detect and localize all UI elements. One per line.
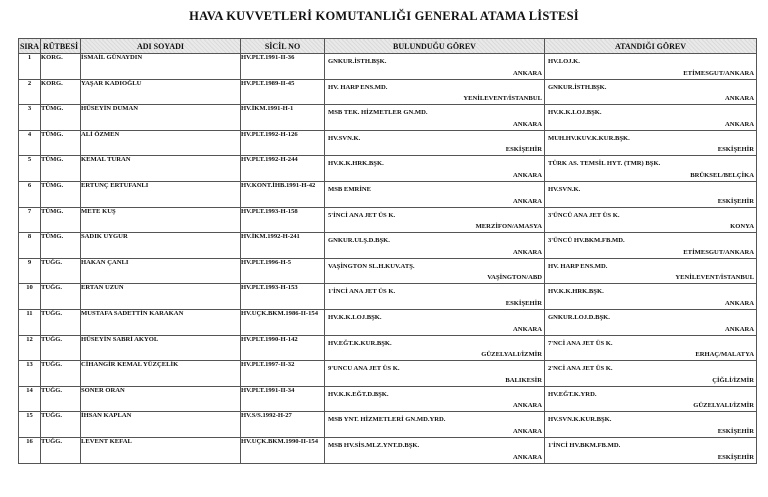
cell-rutbe: TÜMG.: [41, 156, 81, 182]
atandigi-unit: 2'NCİ ANA JET ÜS K.: [548, 365, 613, 373]
cell-atandigi: [545, 258, 757, 284]
bulundugu-unit: MSB EMRİNE: [328, 185, 372, 193]
atandigi-city: KONYA: [730, 223, 754, 231]
atandigi-unit: HV.SVN.K.KUR.BŞK.: [548, 416, 612, 424]
cell-sira: 4: [19, 130, 41, 156]
cell-bulundugu: [325, 309, 545, 335]
atandigi-unit: HV.SVN.K.: [548, 185, 581, 193]
cell-sicil: HV.S/S.1992-H-27: [241, 412, 325, 438]
cell-sira: 1: [19, 54, 41, 80]
cell-bulundugu: [325, 207, 545, 233]
cell-sira: 10: [19, 284, 41, 310]
table-row: [19, 361, 757, 387]
table-row: [19, 412, 757, 438]
cell-sicil: HV.KONT.İHB.1991-H-42: [241, 181, 325, 207]
cell-rutbe: TUĞG.: [41, 437, 81, 463]
bulundugu-unit: 1'İNCİ ANA JET ÜS K.: [328, 288, 396, 296]
cell-atandigi: [545, 361, 757, 387]
cell-sicil: HV.PLT.1993-H-158: [241, 207, 325, 233]
bulundugu-unit: MSB YNT. HİZMETLERİ GN.MD.YRD.: [328, 416, 446, 424]
cell-sicil: HV.PLT.1993-H-153: [241, 284, 325, 310]
bulundugu-unit: MSB TEK. HİZMETLER GN.MD.: [328, 109, 428, 117]
table-row: [19, 156, 757, 182]
bulundugu-city: ANKARA: [513, 197, 542, 205]
cell-bulundugu: [325, 361, 545, 387]
atandigi-unit: 3'ÜNCÜ ANA JET ÜS K.: [548, 211, 620, 219]
table-row: [19, 54, 757, 80]
bulundugu-city: ANKARA: [513, 120, 542, 128]
assignment-table: [18, 38, 757, 464]
atandigi-unit: GNKUR.LOJ.D.BŞK.: [548, 313, 610, 321]
cell-sicil: HV.İKM.1991-H-1: [241, 105, 325, 131]
cell-rutbe: TÜMG.: [41, 130, 81, 156]
atandigi-city: ERHAÇ/MALATYA: [695, 351, 754, 359]
bulundugu-unit: HV. HARP ENS.MD.: [328, 83, 388, 91]
cell-sira: 6: [19, 181, 41, 207]
table-row: [19, 207, 757, 233]
cell-sira: 2: [19, 79, 41, 105]
table-body: [19, 54, 757, 464]
cell-sicil: HV.UÇK.BKM.1990-II-154: [241, 437, 325, 463]
cell-bulundugu: [325, 233, 545, 259]
cell-sira: 13: [19, 361, 41, 387]
cell-sira: 8: [19, 233, 41, 259]
atandigi-city: ANKARA: [725, 120, 754, 128]
cell-rutbe: TÜMG.: [41, 207, 81, 233]
cell-bulundugu: [325, 79, 545, 105]
cell-rutbe: TUĞG.: [41, 335, 81, 361]
bulundugu-unit: GNKUR.ULŞ.D.BŞK.: [328, 237, 390, 245]
cell-atandigi: [545, 181, 757, 207]
cell-atandigi: [545, 105, 757, 131]
bulundugu-city: ANKARA: [513, 453, 542, 461]
bulundugu-unit: HV.K.K.LOJ.BŞK.: [328, 313, 382, 321]
cell-sira: 16: [19, 437, 41, 463]
cell-adi: MUSTAFA SADETTİN KARAKAN: [81, 309, 241, 335]
atandigi-city: ANKARA: [725, 95, 754, 103]
atandigi-unit: TÜRK AS. TEMSİL HYT. (TMR) BŞK.: [548, 160, 661, 168]
cell-atandigi: [545, 54, 757, 80]
atandigi-unit: GNKUR.İSTH.BŞK.: [548, 83, 607, 91]
atandigi-city: ÇİĞLİ/İZMİR: [712, 376, 754, 384]
cell-adi: ERTAN UZUN: [81, 284, 241, 310]
cell-rutbe: KORG.: [41, 79, 81, 105]
atandigi-unit: HV.K.K.LOJ.BŞK.: [548, 109, 602, 117]
column-header-atandigi: ATANDIĞI GÖREV: [545, 39, 757, 54]
cell-rutbe: TÜMG.: [41, 105, 81, 131]
bulundugu-unit: GNKUR.İSTH.BŞK.: [328, 58, 387, 65]
cell-sicil: HV.PLT.1997-II-32: [241, 361, 325, 387]
cell-sira: 15: [19, 412, 41, 438]
atandigi-city: ANKARA: [725, 299, 754, 307]
bulundugu-city: ANKARA: [513, 325, 542, 333]
cell-atandigi: [545, 284, 757, 310]
cell-atandigi: [545, 130, 757, 156]
cell-sicil: HV.PLT.1992-H-126: [241, 130, 325, 156]
cell-adi: HÜSEYİN SABRİ AKYOL: [81, 335, 241, 361]
cell-bulundugu: [325, 335, 545, 361]
cell-atandigi: [545, 207, 757, 233]
table-row: [19, 181, 757, 207]
cell-sira: 7: [19, 207, 41, 233]
cell-bulundugu: [325, 54, 545, 80]
page-title: HAVA KUVVETLERİ KOMUTANLIĞI GENERAL ATAMA LİSTESİ: [189, 9, 579, 23]
cell-sicil: HV.PLT.1996-H-5: [241, 258, 325, 284]
bulundugu-unit: 9'UNCU ANA JET ÜS K.: [328, 365, 400, 373]
cell-atandigi: [545, 79, 757, 105]
table-row: [19, 79, 757, 105]
column-header-rutbe: RÜTBESİ: [41, 39, 81, 54]
cell-bulundugu: [325, 258, 545, 284]
cell-rutbe: TUĞG.: [41, 284, 81, 310]
cell-bulundugu: [325, 130, 545, 156]
atandigi-unit: 3'ÜNCÜ HV.BKM.FB.MD.: [548, 237, 625, 245]
table-row: [19, 284, 757, 310]
column-header-sicil: SİCİL NO: [241, 39, 325, 54]
bulundugu-unit: MSB HV.SİS.MLZ.YNT.D.BŞK.: [328, 441, 420, 449]
table-row: [19, 233, 757, 259]
cell-adi: YAŞAR KADIOĞLU: [81, 79, 241, 105]
cell-atandigi: [545, 412, 757, 438]
bulundugu-city: GÜZELYALI/İZMİR: [481, 351, 542, 359]
bulundugu-unit: HV.K.K.EĞT.D.BŞK.: [328, 390, 389, 398]
cell-atandigi: [545, 335, 757, 361]
cell-rutbe: TUĞG.: [41, 412, 81, 438]
bulundugu-city: VAŞİNGTON/ABD: [487, 274, 542, 282]
cell-bulundugu: [325, 156, 545, 182]
cell-rutbe: KORG.: [41, 54, 81, 80]
cell-adi: HAKAN ÇANLI: [81, 258, 241, 284]
cell-bulundugu: [325, 181, 545, 207]
cell-bulundugu: [325, 284, 545, 310]
cell-adi: SADIK UYGUR: [81, 233, 241, 259]
bulundugu-unit: HV.EĞT.K.KUR.BŞK.: [328, 339, 392, 347]
column-header-bulundugu: BULUNDUĞU GÖREV: [325, 39, 545, 54]
table-row: [19, 335, 757, 361]
cell-rutbe: TUĞG.: [41, 258, 81, 284]
table-row: [19, 386, 757, 412]
cell-adi: İHSAN KAPLAN: [81, 412, 241, 438]
table-row: [19, 105, 757, 131]
cell-atandigi: [545, 386, 757, 412]
cell-bulundugu: [325, 105, 545, 131]
atandigi-unit: 1'İNCİ HV.BKM.FB.MD.: [548, 441, 621, 449]
bulundugu-city: YENİLEVENT/İSTANBUL: [463, 95, 542, 103]
atandigi-city: ESKİŞEHİR: [717, 146, 754, 154]
cell-rutbe: TUĞG.: [41, 361, 81, 387]
bulundugu-city: ESKİŞEHİR: [505, 299, 542, 307]
table-row: [19, 130, 757, 156]
bulundugu-city: ANKARA: [513, 402, 542, 410]
cell-adi: SONER ORAN: [81, 386, 241, 412]
cell-sicil: HV.PLT.1990-H-142: [241, 335, 325, 361]
cell-rutbe: TUĞG.: [41, 309, 81, 335]
atandigi-city: ESKİŞEHİR: [717, 427, 754, 435]
cell-sicil: HV.PLT.1991-II-34: [241, 386, 325, 412]
cell-atandigi: [545, 156, 757, 182]
bulundugu-city: ANKARA: [513, 69, 542, 77]
cell-adi: CİHANGİR KEMAL YÜZÇELİK: [81, 361, 241, 387]
table-header-row: [19, 39, 757, 54]
cell-bulundugu: [325, 386, 545, 412]
column-header-adi: ADI SOYADI: [81, 39, 241, 54]
cell-atandigi: [545, 233, 757, 259]
atandigi-unit: HV. HARP ENS.MD.: [548, 262, 608, 270]
atandigi-city: ANKARA: [725, 325, 754, 333]
bulundugu-unit: HV.K.K.HRK.BŞK.: [328, 160, 384, 168]
cell-adi: KEMAL TURAN: [81, 156, 241, 182]
cell-sira: 11: [19, 309, 41, 335]
bulundugu-city: ANKARA: [513, 427, 542, 435]
cell-sira: 9: [19, 258, 41, 284]
bulundugu-city: ESKİŞEHİR: [505, 146, 542, 154]
cell-sira: 12: [19, 335, 41, 361]
cell-adi: ERTUNÇ ERTUFANLI: [81, 181, 241, 207]
bulundugu-city: MERZİFON/AMASYA: [475, 223, 542, 231]
cell-atandigi: [545, 437, 757, 463]
cell-atandigi: [545, 309, 757, 335]
cell-sicil: HV.İKM.1992-H-241: [241, 233, 325, 259]
atandigi-city: BRÜKSEL/BELÇİKA: [690, 171, 754, 179]
atandigi-city: YENİLEVENT/İSTANBUL: [675, 274, 754, 282]
cell-adi: ALİ ÖZMEN: [81, 130, 241, 156]
cell-rutbe: TUĞG.: [41, 386, 81, 412]
cell-sicil: HV.PLT.1991-II-36: [241, 54, 325, 80]
cell-sira: 3: [19, 105, 41, 131]
cell-adi: METE KUŞ: [81, 207, 241, 233]
cell-adi: İSMAİL GÜNAYDIN: [81, 54, 241, 80]
bulundugu-unit: HV.SVN.K.: [328, 134, 361, 142]
cell-sira: 14: [19, 386, 41, 412]
cell-sicil: HV.PLT.1989-II-45: [241, 79, 325, 105]
cell-rutbe: TÜMG.: [41, 233, 81, 259]
column-header-sira: SIRA: [19, 39, 41, 54]
atandigi-unit: HV.LOJ.K.: [548, 58, 580, 65]
bulundugu-city: ANKARA: [513, 248, 542, 256]
cell-sicil: HV.PLT.1992-H-244: [241, 156, 325, 182]
atandigi-city: ETİMESGUT/ANKARA: [683, 69, 754, 77]
table-row: [19, 258, 757, 284]
cell-adi: LEVENT KEFAL: [81, 437, 241, 463]
atandigi-unit: HV.EĞT.K.YRD.: [548, 390, 597, 398]
cell-bulundugu: [325, 437, 545, 463]
atandigi-unit: 7'NCİ ANA JET ÜS K.: [548, 339, 613, 347]
atandigi-unit: MUH.HV.KUV.K.KUR.BŞK.: [548, 134, 630, 142]
atandigi-city: ESKİŞEHİR: [717, 453, 754, 461]
cell-adi: HÜSEYİN DUMAN: [81, 105, 241, 131]
table-row: [19, 309, 757, 335]
atandigi-city: GÜZELYALI/İZMİR: [693, 402, 754, 410]
cell-rutbe: TÜMG.: [41, 181, 81, 207]
cell-bulundugu: [325, 412, 545, 438]
bulundugu-unit: 5'İNCİ ANA JET ÜS K.: [328, 211, 396, 219]
atandigi-unit: HV.K.K.HRK.BŞK.: [548, 288, 604, 296]
table-row: [19, 437, 757, 463]
atandigi-city: ESKİŞEHİR: [717, 197, 754, 205]
cell-sira: 5: [19, 156, 41, 182]
bulundugu-unit: VAŞİNGTON SL.H.KUV.ATŞ.: [328, 262, 415, 270]
bulundugu-city: BALIKESİR: [505, 376, 542, 384]
bulundugu-city: ANKARA: [513, 171, 542, 179]
atandigi-city: ETİMESGUT/ANKARA: [683, 248, 754, 256]
cell-sicil: HV.UÇK.BKM.1986-II-154: [241, 309, 325, 335]
